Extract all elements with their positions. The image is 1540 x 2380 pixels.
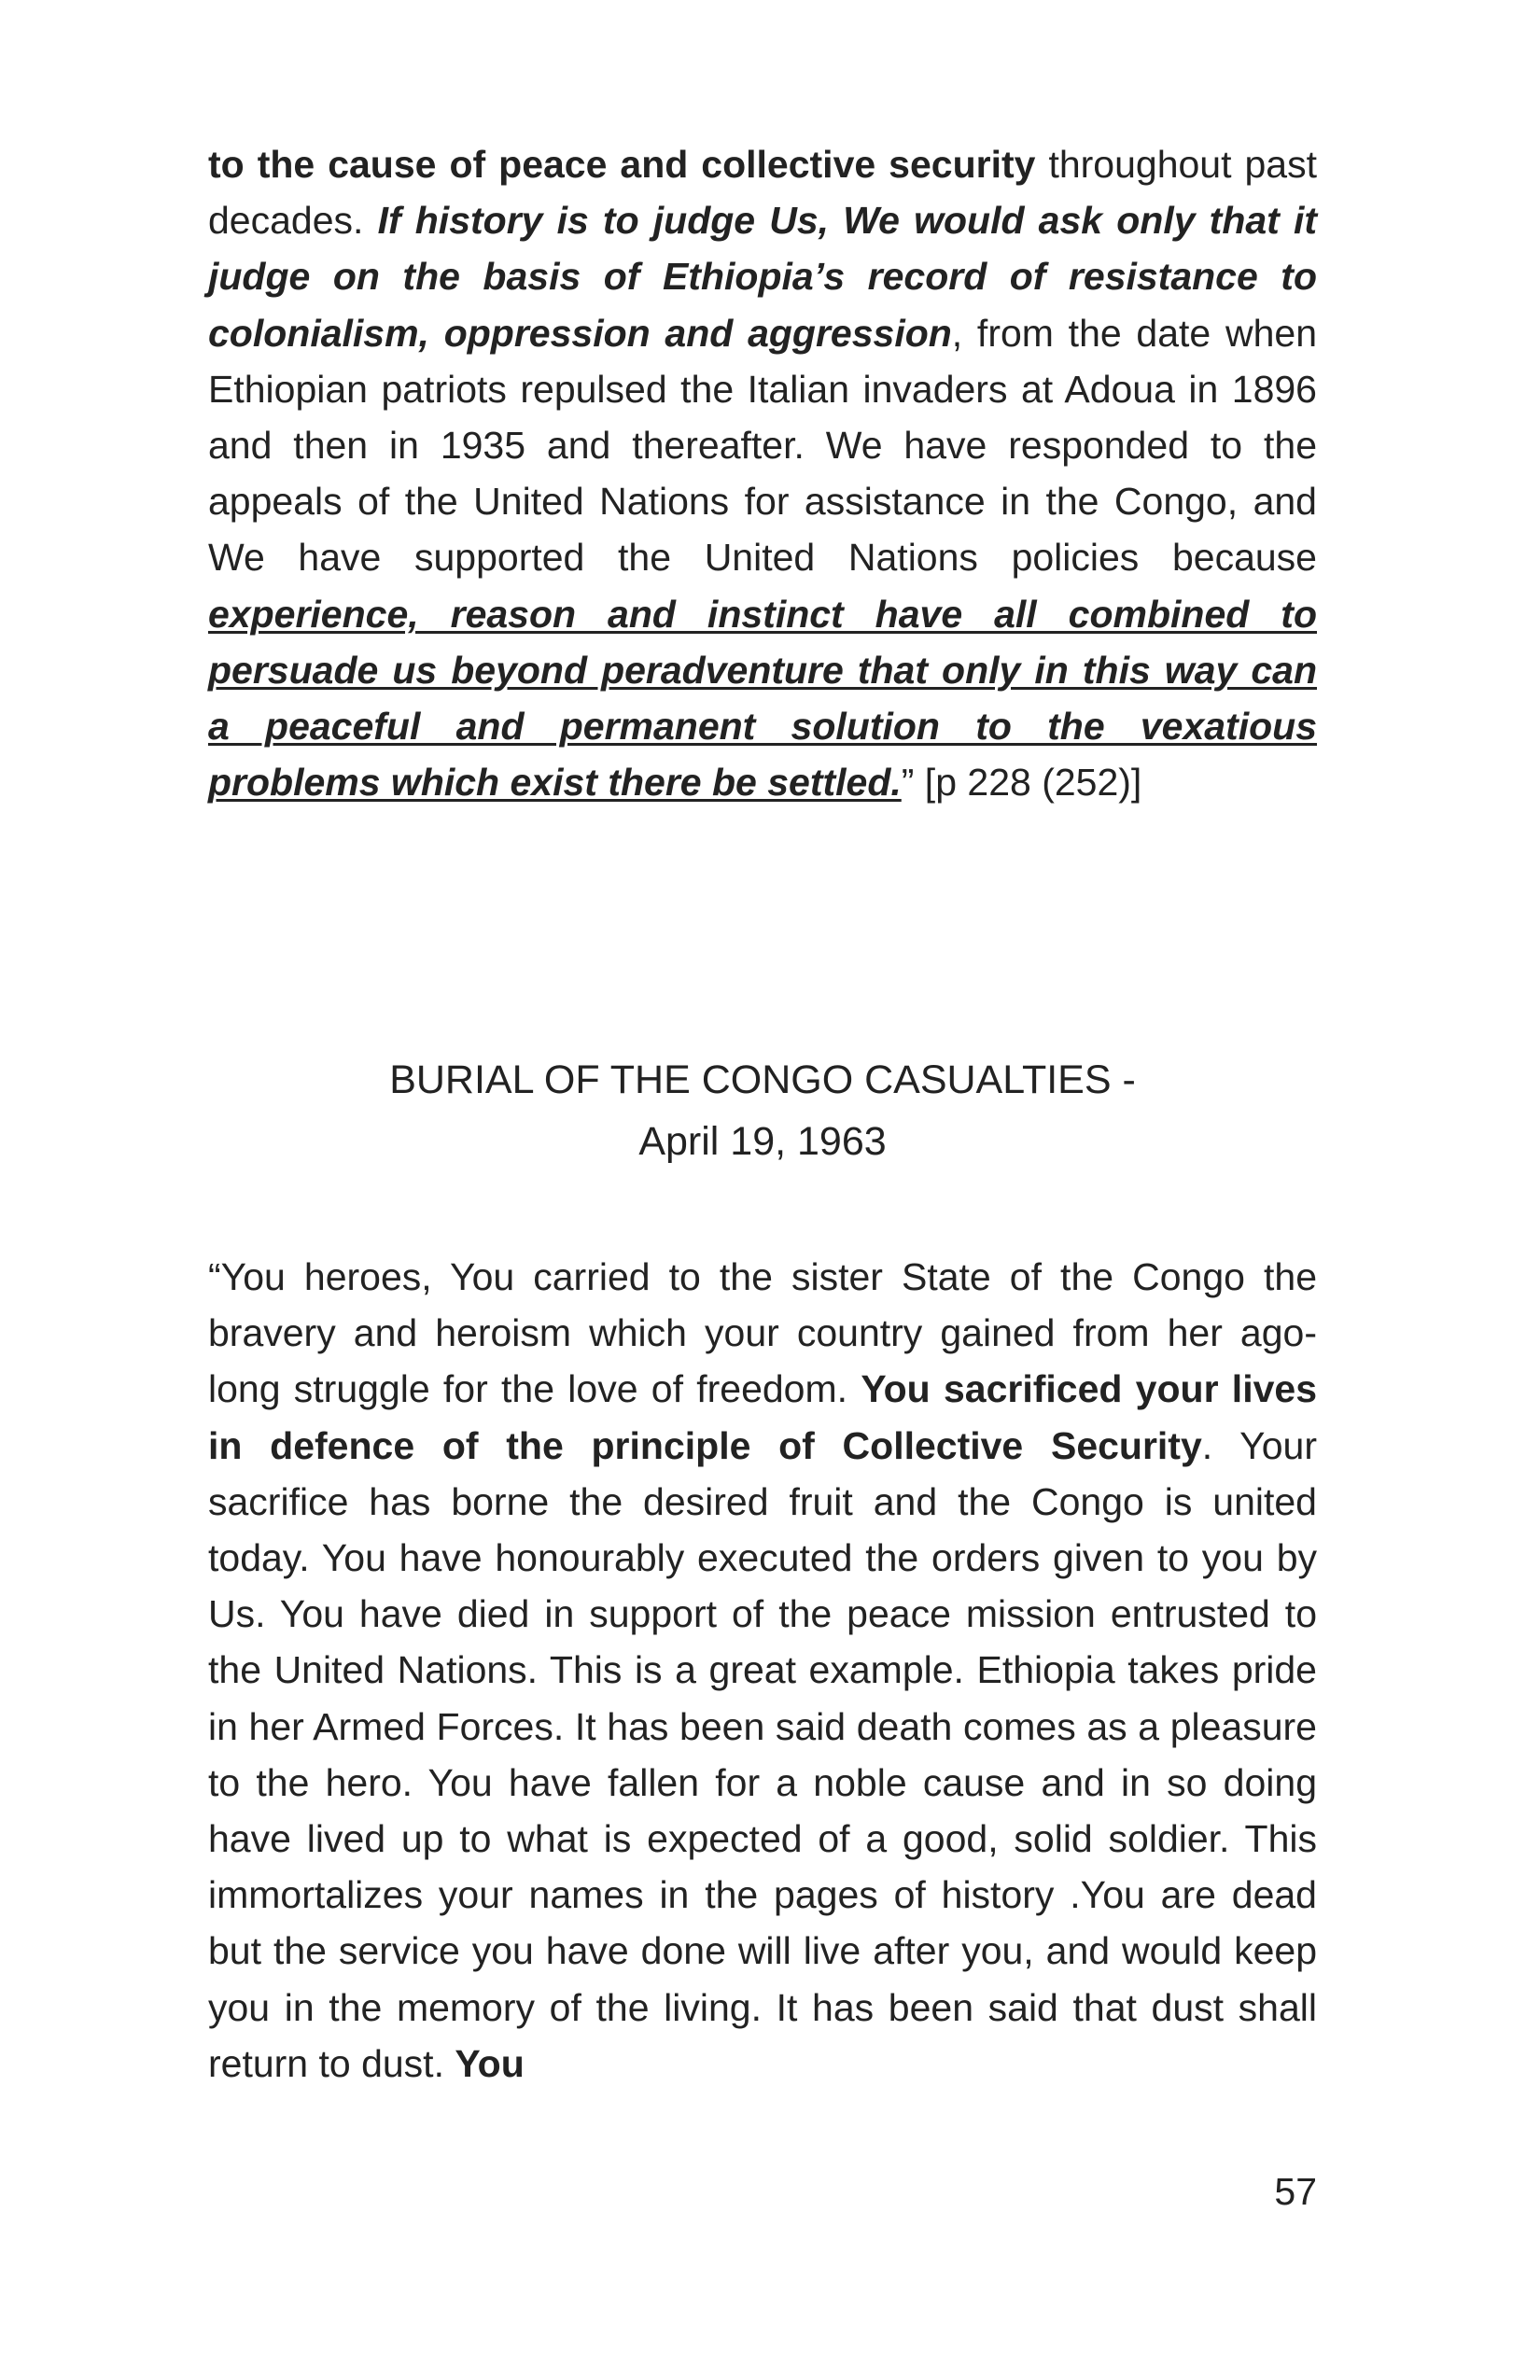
section-heading xyxy=(208,1049,1317,1172)
bold-italic-quote: If history is to judge Us, We would ask only that it judge on the basis of Ethiopia’s record of resistance to colonialism, oppression and aggression xyxy=(208,199,1318,355)
underlined-quote: experience, reason and instinct have all combined to persuade us beyond peradventure that only in this way can a peaceful and permanent solution to the vexatious problems which exist there be settled. xyxy=(208,592,1317,805)
body-text: , from the date when Ethiopian patriots repulsed the Italian invaders at Adoua in 1896 and then in 1935 and thereafter. We have responded to the appeals of the United Nations for assistance in the Congo, and We have supported the United Nations policies because xyxy=(208,311,1317,580)
bold-phrase: You sacrificed your lives in defence of the principle of Collective Security xyxy=(208,1367,1317,1467)
citation: ” [p 228 (252)] xyxy=(901,761,1142,805)
body-text: throughout past decades. xyxy=(208,143,1317,243)
paragraph-collective-security xyxy=(208,136,1317,810)
paragraph-heroes-speech xyxy=(208,1249,1317,2092)
body-text: . Your sacrifice has borne the desired fruit and the Congo is united today. You have honourably executed the orders given to you by Us. You have died in support of the peace mission entrusted to the United Nations. This is a great example. Ethiopia takes pride in her Armed Forces. It has been said death comes as a pleasure to the hero. You have fallen for a noble cause and in so doing have lived up to what is expected of a good, solid soldier. This immortalizes your names in the pages of history .You are dead but the service you have done will live after you, and would keep you in the memory of the living. It has been said that dust shall return to dust. xyxy=(208,1423,1318,2085)
bold-phrase: to the cause of peace and collective security xyxy=(208,143,1036,186)
document-page xyxy=(208,0,1317,2380)
body-text: “You heroes, You carried to the sister State of the Congo the bravery and heroism which your country gained from her ago-long struggle for the love of freedom. xyxy=(208,1255,1317,1411)
heading-title: BURIAL OF THE CONGO CASUALTIES - xyxy=(389,1057,1136,1102)
page-number: 57 xyxy=(1274,2170,1317,2213)
bold-phrase: You xyxy=(455,2041,525,2085)
heading-date: April 19, 1963 xyxy=(638,1119,887,1164)
